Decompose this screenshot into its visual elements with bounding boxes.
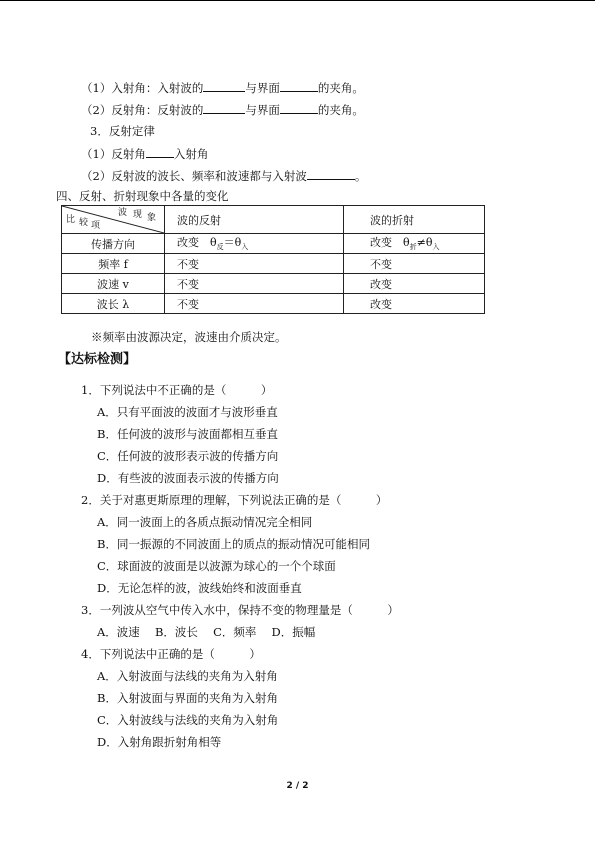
test-heading: 【达标检测】	[58, 352, 137, 367]
row-item: 波速 v	[62, 274, 165, 294]
table-row	[62, 254, 485, 274]
question-option: B．同一振源的不同波面上的质点的振动情况可能相同	[97, 537, 370, 551]
question-option: D．有些波的波面表示波的传播方向	[97, 471, 279, 485]
question-option: A．入射波面与法线的夹角为入射角	[97, 669, 278, 683]
row-refraction: 改变	[344, 274, 485, 294]
subscript: 入	[241, 243, 249, 252]
subscript: 入	[432, 243, 440, 252]
text: 的夹角。	[317, 81, 364, 95]
reflection-angle-line	[81, 102, 364, 117]
question-options-inline: A．波速 B．波长 C．频率 D．振幅	[97, 625, 316, 639]
diagonal-header-cell	[62, 206, 165, 234]
blank	[203, 80, 245, 92]
question-stem: 1．下列说法中不正确的是（ ）	[81, 383, 273, 397]
diag-label: 象	[147, 213, 157, 223]
text: 的夹角。	[317, 103, 364, 117]
question-stem: 3．一列波从空气中传入水中，保持不变的物理量是（ ）	[81, 603, 399, 617]
text: （2）反射角：反射波的	[81, 103, 204, 117]
row-item: 传播方向	[62, 234, 165, 254]
question-option: A．只有平面波的波面才与波形垂直	[97, 405, 278, 419]
diag-label: 波	[118, 208, 128, 218]
col-refraction: 波的折射	[344, 206, 485, 234]
text: ＝θ	[223, 236, 242, 250]
table-row	[62, 234, 485, 254]
row-reflection: 不变	[165, 254, 344, 274]
question-option: D．无论怎样的波，波线始终和波面垂直	[97, 581, 302, 595]
blank	[146, 146, 174, 158]
question-option: C．任何波的波形表示波的传播方向	[97, 449, 279, 463]
question-option: A．同一波面上的各质点振动情况完全相同	[97, 515, 313, 529]
subscript: 反	[216, 243, 224, 252]
table-row	[62, 294, 485, 314]
text: （1）入射角：入射波的	[81, 81, 204, 95]
table-row	[62, 274, 485, 294]
law-title: 3．反射定律	[90, 124, 155, 138]
row-reflection	[165, 234, 344, 254]
question-option: B．任何波的波形与波面都相互垂直	[97, 427, 278, 441]
question-option: C．球面波的波面是以波源为球心的一个个球面	[97, 559, 336, 573]
question-stem: 4．下列说法中正确的是（ ）	[81, 647, 261, 661]
comparison-table	[61, 205, 485, 314]
table-header-row	[62, 206, 485, 234]
row-refraction: 不变	[344, 254, 485, 274]
row-item: 波长 λ	[62, 294, 165, 314]
row-reflection: 不变	[165, 294, 344, 314]
question-stem: 2．关于对惠更斯原理的理解，下列说法正确的是（ ）	[81, 493, 388, 507]
text: 与界面	[245, 81, 280, 95]
text: 入射角	[173, 147, 209, 161]
page-number: 2 / 2	[286, 781, 309, 791]
section4-title: 四、反射、折射现象中各量的变化	[56, 189, 229, 203]
question-option: C．入射波线与法线的夹角为入射角	[97, 713, 279, 727]
diag-label: 比	[66, 215, 76, 225]
text: 改变 θ	[370, 236, 410, 250]
row-refraction: 改变	[344, 294, 485, 314]
question-option: B．入射波面与界面的夹角为入射角	[97, 691, 278, 705]
text: ≠θ	[416, 236, 433, 250]
subscript: 折	[409, 243, 417, 252]
blank	[203, 102, 245, 114]
row-reflection: 不变	[165, 274, 344, 294]
text: 。	[354, 169, 367, 183]
text: 与界面	[245, 103, 280, 117]
note: ※频率由波源决定，波速由介质决定。	[91, 330, 287, 344]
text: 改变 θ	[177, 236, 217, 250]
law2-line	[81, 168, 366, 183]
incidence-angle-line	[81, 80, 364, 95]
blank	[280, 80, 318, 92]
row-refraction	[344, 234, 485, 254]
blank	[280, 102, 318, 114]
blank	[307, 168, 355, 180]
text: （1）反射角	[81, 147, 146, 161]
col-reflection: 波的反射	[165, 206, 344, 234]
law1-line	[81, 146, 208, 161]
question-option: D．入射角跟折射角相等	[97, 735, 222, 749]
text: （2）反射波的波长、频率和波速都与入射波	[81, 169, 307, 183]
row-item: 频率 f	[62, 254, 165, 274]
diag-label: 现	[133, 210, 143, 220]
diag-label: 较	[79, 218, 89, 228]
diag-label: 项	[91, 221, 101, 231]
